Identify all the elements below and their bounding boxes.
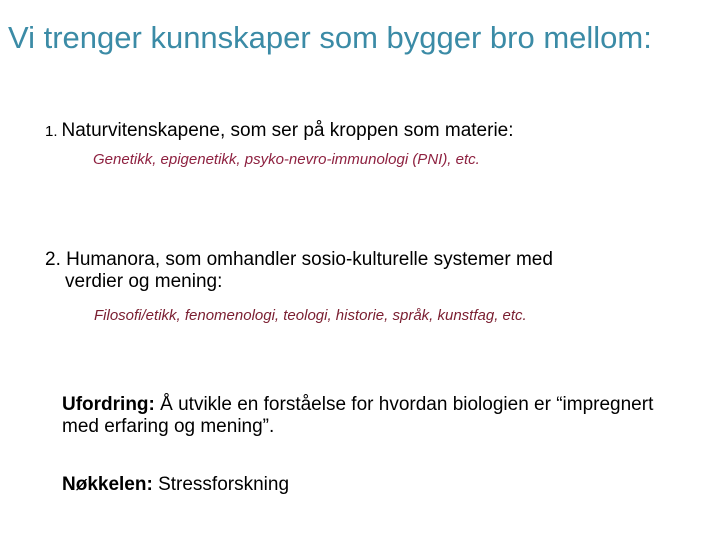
key-paragraph: [62, 474, 289, 496]
slide-title: Vi trenger kunnskaper som bygger bro mellom:: [8, 20, 652, 55]
item2-heading-line2: verdier og mening:: [65, 271, 223, 292]
challenge-text: Å utvikle en forståelse for hvordan biologien er “impregnert med erfaring og mening”.: [62, 394, 654, 437]
key-text: Stressforskning: [152, 474, 290, 495]
challenge-paragraph: [62, 394, 682, 438]
item1-subtext: Genetikk, epigenetikk, psyko-nevro-immunologi (PNI), etc.: [93, 151, 480, 168]
item1-heading-text: Naturvitenskapene, som ser på kroppen som materie:: [61, 120, 514, 141]
key-label: Nøkkelen:: [62, 474, 153, 495]
item2-subtext: Filosofi/etikk, fenomenologi, teologi, historie, språk, kunstfag, etc.: [94, 307, 527, 324]
item2-heading-line1: 2. Humanora, som omhandler sosio-kulturelle systemer med: [45, 249, 553, 270]
item1-number: 1.: [45, 123, 58, 140]
challenge-label: Ufordring:: [62, 394, 155, 415]
item1-heading: [45, 120, 514, 143]
item2-heading: [45, 249, 685, 293]
